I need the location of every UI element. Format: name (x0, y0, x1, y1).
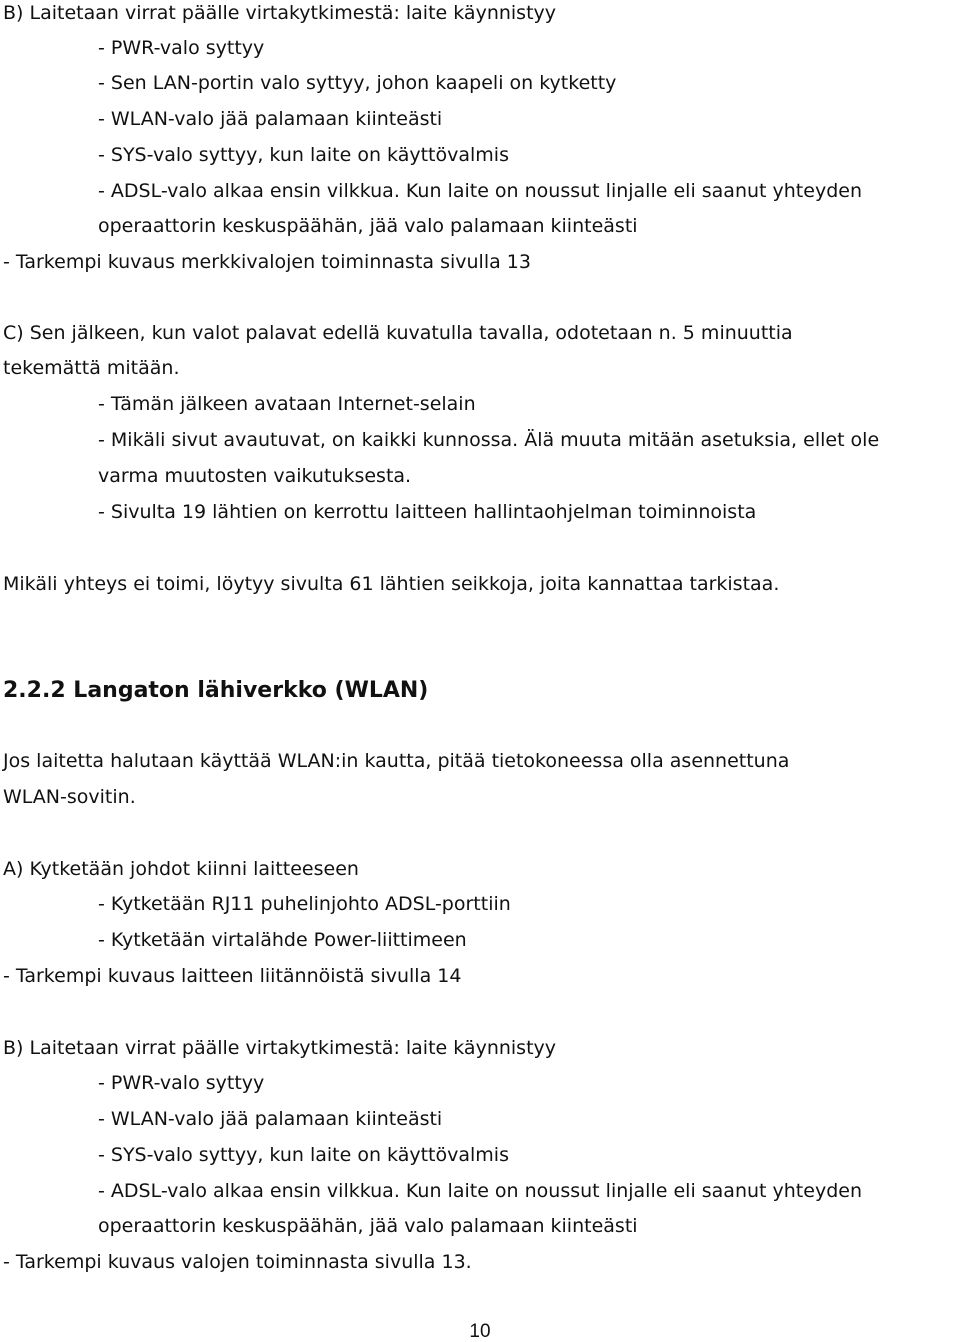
section-b1-item: - WLAN-valo jää palamaan kiinteästi (98, 108, 443, 130)
section-b2-title: B) Laitetaan virrat päälle virtakytkimestä: laite käynnistyy (3, 1037, 557, 1059)
section-b2-item: operaattorin keskuspäähän, jää valo palamaan kiinteästi (98, 1215, 638, 1237)
section-b1-title: B) Laitetaan virrat päälle virtakytkimestä: laite käynnistyy (3, 2, 557, 24)
intro-line: WLAN-sovitin. (3, 786, 136, 808)
section-b1-item: - SYS-valo syttyy, kun laite on käyttövalmis (98, 144, 509, 166)
section-b2-item: - SYS-valo syttyy, kun laite on käyttövalmis (98, 1144, 509, 1166)
section-c-item: varma muutosten vaikutuksesta. (98, 465, 412, 487)
section-b1-item: - ADSL-valo alkaa ensin vilkkua. Kun laite on noussut linjalle eli saanut yhteyden (98, 180, 862, 202)
trouble-note: Mikäli yhteys ei toimi, löytyy sivulta 61 lähtien seikkoja, joita kannattaa tarkistaa. (3, 573, 780, 595)
section-b2-item: - WLAN-valo jää palamaan kiinteästi (98, 1108, 443, 1130)
section-a-note: - Tarkempi kuvaus laitteen liitännöistä sivulla 14 (3, 965, 462, 987)
section-c-item: - Mikäli sivut avautuvat, on kaikki kunnossa. Älä muuta mitään asetuksia, ellet ole (98, 429, 880, 451)
section-heading: 2.2.2 Langaton lähiverkko (WLAN) (3, 678, 429, 703)
section-c-line: C) Sen jälkeen, kun valot palavat edellä kuvatulla tavalla, odotetaan n. 5 minuuttia (3, 322, 793, 344)
section-b2-item: - ADSL-valo alkaa ensin vilkkua. Kun laite on noussut linjalle eli saanut yhteyden (98, 1180, 862, 1202)
section-a-title: A) Kytketään johdot kiinni laitteeseen (3, 858, 359, 880)
page-number: 10 (469, 1321, 491, 1342)
section-b2-note: - Tarkempi kuvaus valojen toiminnasta sivulla 13. (3, 1251, 472, 1273)
section-b1-item: - PWR-valo syttyy (98, 37, 265, 59)
section-b2-item: - PWR-valo syttyy (98, 1072, 265, 1094)
section-b1-item: - Sen LAN-portin valo syttyy, johon kaapeli on kytketty (98, 72, 617, 94)
section-c-item: - Tämän jälkeen avataan Internet-selain (98, 393, 476, 415)
section-c-item: - Sivulta 19 lähtien on kerrottu laitteen hallintaohjelman toiminnoista (98, 501, 757, 523)
section-a-item: - Kytketään virtalähde Power-liittimeen (98, 929, 467, 951)
section-c-line: tekemättä mitään. (3, 357, 180, 379)
section-b1-note: - Tarkempi kuvaus merkkivalojen toiminnasta sivulla 13 (3, 251, 531, 273)
section-b1-item: operaattorin keskuspäähän, jää valo palamaan kiinteästi (98, 215, 638, 237)
intro-line: Jos laitetta halutaan käyttää WLAN:in kautta, pitää tietokoneessa olla asennettuna (3, 750, 790, 772)
section-a-item: - Kytketään RJ11 puhelinjohto ADSL-porttiin (98, 893, 511, 915)
